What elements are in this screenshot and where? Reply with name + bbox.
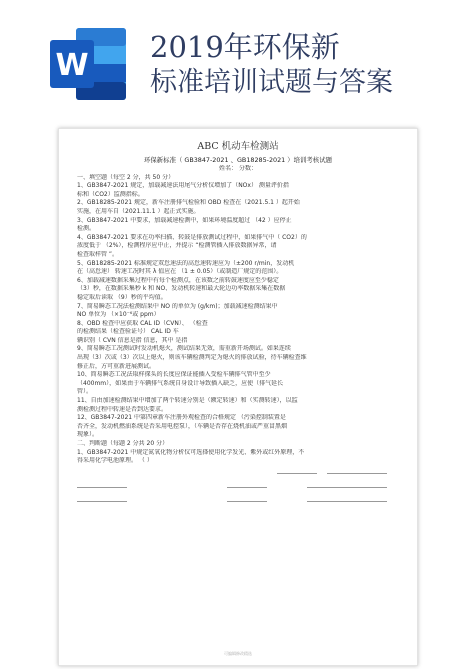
doc-line: 一、填空题（每空 2 分，共 50 分）: [77, 173, 175, 181]
answer-blank: [307, 501, 387, 502]
answer-blank: [277, 473, 317, 474]
doc-line: 5、GB18285-2021 标准规定双怠速法的高怠速转速应为（±200 r/min，发动机: [77, 259, 295, 267]
doc-line: 4、GB3847-2021 要求在功率扫描、转鼓是排放测试过程中，如果排气中（ CO2）的: [77, 233, 307, 241]
answer-blank: [307, 487, 387, 488]
doc-line: 检测。: [77, 225, 96, 233]
doc-line: （400mm），如果由于车辆排气系统自身设计导致插入缺乏，应使（排气延长: [77, 379, 284, 387]
answer-blank-row: [77, 466, 399, 480]
word-icon: [46, 22, 130, 106]
answer-blank-row: [77, 494, 399, 508]
answer-blank-row: [77, 480, 399, 494]
doc-line: 在（高怠速） 转速工况时其 λ 值应在 （1 ± 0.05）（或制造厂规定的范围）。: [77, 268, 283, 276]
doc-line: 实施，在用车自（2021.11.1 ）起正式实施。: [77, 207, 200, 215]
doc-line: 标和（CO2）监测指标。: [77, 190, 144, 198]
answer-blank: [227, 501, 267, 502]
doc-line: 稳定取后读取 （9）秒的平均值。: [77, 293, 167, 301]
doc-line: 管）。: [77, 388, 93, 396]
doc-line: 2、GB18285-2021 规定，新车注册排气检验和 OBD 检查在（2021.5.1 ）起开始: [77, 199, 300, 207]
judge-q1-line2: 得采用化学电池原理。 （ ）: [77, 457, 153, 465]
doc-line: 12、GB3847-2021 中第四章新车注册外观检查的合格规定 （污染控制装置是: [77, 414, 286, 422]
doc-line: （3）秒，在数据采集秒 k 和 NO、发动机转速和最大轮边功率数据采集在数据: [77, 285, 286, 293]
doc-line: 修正后，方可重新进展测试。: [77, 362, 156, 370]
name-score-line: 姓名： 分数：: [219, 165, 257, 172]
document-page: [58, 128, 418, 666]
banner-title-line2: 标准培训试题与答案: [150, 67, 393, 98]
doc-line: 3、GB3847-2021 中要求，加载减速检测中，如果环境温度超过 （42 ）应停止: [77, 216, 292, 224]
banner-title-line1: 2019年环保新: [150, 30, 340, 64]
doc-line: 辆识别（ CVN 信息是指 信息，其中 是指: [77, 336, 188, 344]
doc-line: 出现（3）次或（3）次以上熄火，则该车辆检测判定为熄火的排放试验，待车辆检查维: [77, 354, 307, 362]
answer-blank: [327, 473, 387, 474]
doc-line: 9、简易瞬态工况测试时发动机熄火，测试结果无效，需重新开场测试。如果连续: [77, 345, 291, 353]
doc-line: 检查取样管 ”。: [77, 250, 119, 258]
answer-blank: [227, 487, 267, 488]
doc-line: 否齐全，发动机燃油系统是否采用电控泵），（车辆是否存在烧机油或严重冒黑烟: [77, 422, 288, 430]
answer-blank: [77, 501, 127, 502]
doc-line: 6、加载减速数据采集过程中有每个检测点，在该数之前转鼓速度应至少稳定: [77, 276, 279, 284]
document-body: [77, 139, 399, 508]
judge-q1-line1: 1、GB3847-2021 中规定氮氧化物分析仪可选择使用化学发光、紫外或红外原理，不: [77, 448, 305, 456]
doc-line: 7、简易瞬态工况法检测结果中 NO 的单位为 (g/km)；加载减速检测结果中: [77, 302, 278, 310]
doc-line: 现象）。: [77, 431, 99, 439]
doc-line: 8、OBD 检查中应获取 CAL ID（CVN）、 （检查: [77, 319, 208, 327]
doc-line: 10、简易瞬态工况法取样探头的长度应保证能插入受检车辆排气管中至少: [77, 371, 271, 379]
page-footnote: 可编辑修改精选: [224, 651, 252, 656]
section2-heading: 二、判断题（每题 2 分共 20 分）: [77, 440, 169, 447]
doc-line: 11、自由加速检测结果中增加了两个转速分别是（额定转速）和（实测转速），以监: [77, 397, 298, 405]
doc-line: 测检测过程中转速是否到达要求。: [77, 405, 168, 413]
doc-line: 1、GB3847-2021 规定，加载减速法用尾气分析仪增加了（NOx） 测量评价指: [77, 182, 289, 190]
doc-subheading: 环保新标准（ GB3847-2021 、GB18285-2021 ）培训考核试题: [144, 156, 332, 164]
doc-line: NO 单位为 （×10⁻⁶或 ppm）: [77, 311, 160, 319]
answer-blank: [77, 487, 127, 488]
doc-line: 的检测结果（检查验证号） CAL ID 车: [77, 328, 179, 336]
banner: [0, 0, 474, 120]
doc-heading: ABC 机动车检测站: [197, 141, 279, 152]
doc-line: 浓度低于 （2%），检测程序应中止，并提示 “检测管插入排放数据异常，请: [77, 242, 277, 250]
word-icon-letter: W: [55, 48, 89, 83]
